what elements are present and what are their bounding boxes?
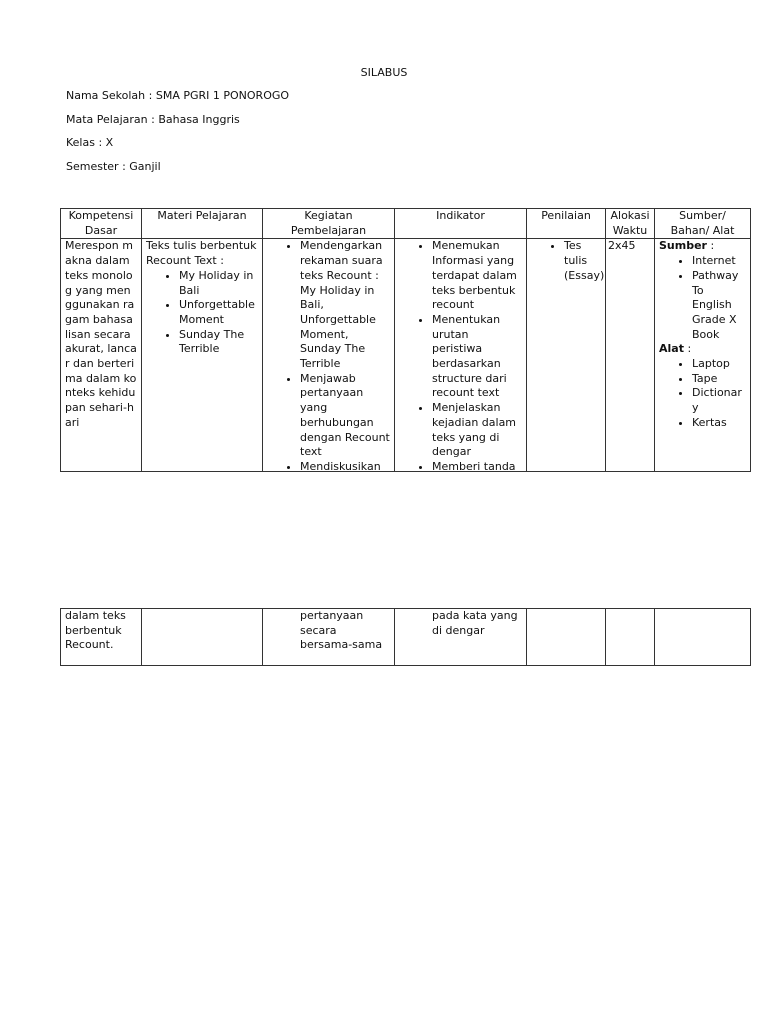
sumber-cell (655, 239, 751, 472)
header-materi: Materi Pelajaran (142, 209, 263, 239)
kegiatan-cell: pertanyaan secara bersama-sama (263, 609, 395, 666)
header-indikator: Indikator (395, 209, 527, 239)
list-item: • Mendengarkan rekaman suara teks Recount : My Holiday in Bali, Unforgettable Moment, Sunday The Terrible (300, 239, 390, 371)
materi-cell (142, 609, 263, 666)
penilaian-cell (527, 239, 606, 472)
list-item: • Tape (692, 372, 746, 387)
sumber-list (659, 254, 746, 342)
syllabus-table (60, 208, 751, 472)
alat-label: Alat (659, 342, 684, 356)
sumber-label: Sumber (659, 239, 707, 253)
list-item: • Menemukan Informasi yang terdapat dalam teks berbentuk recount (432, 239, 522, 313)
penilaian-list (531, 239, 605, 283)
list-item: • My Holiday in Bali (179, 269, 258, 298)
school-name: Nama Sekolah : SMA PGRI 1 PONOROGO (66, 89, 290, 102)
kegiatan-cell (263, 239, 395, 472)
list-item: • Laptop (692, 357, 746, 372)
document-title: SILABUS (360, 66, 408, 79)
sumber-separator: : (706, 239, 715, 253)
syllabus-table-continued (60, 608, 751, 666)
list-item: • Menjelaskan kejadian dalam teks yang di dengar (432, 401, 522, 460)
materi-list (146, 269, 258, 357)
kompetensi-cell (61, 239, 142, 472)
class-label: Kelas : X (66, 136, 114, 149)
list-item: • Kertas (692, 416, 746, 431)
list-item: • Unforgettable Moment (179, 298, 258, 327)
alat-separator: : (683, 342, 692, 356)
list-item: • Memberi tanda (432, 460, 522, 471)
list-item: • Dictionary (692, 386, 746, 415)
materi-intro: Teks tulis berbentuk Recount Text : (146, 239, 257, 268)
sumber-cell (655, 609, 751, 666)
header-kompetensi: Kompetensi Dasar (61, 209, 142, 239)
alat-list (659, 357, 746, 431)
list-item: • Sunday The Terrible (179, 328, 258, 357)
kegiatan-list (267, 239, 390, 471)
indikator-list (399, 239, 522, 471)
penilaian-cell (527, 609, 606, 666)
alokasi-cell (606, 609, 655, 666)
list-item: • Pathway To English Grade X Book (692, 269, 746, 343)
list-item: • Menentukan urutan peristiwa berdasarkan structure dari recount text (432, 313, 522, 401)
table-row (61, 609, 751, 666)
kompetensi-cell: dalam teks berbentuk Recount. (61, 609, 142, 666)
kompetensi-text: Merespon makna dalam teks monolog yang menggunakan ragam bahasa lisan secara akurat, lancar dan berterima dalam konteks kehidupan sehari-hari (65, 239, 137, 429)
list-item: • Tes tulis (Essay) (564, 239, 601, 283)
subject-name: Mata Pelajaran : Bahasa Inggris (66, 113, 240, 126)
indikator-cell (395, 239, 527, 472)
header-sumber: Sumber/ Bahan/ Alat (655, 209, 751, 239)
header-alokasi: Alokasi Waktu (606, 209, 655, 239)
alokasi-cell: 2x45 (606, 239, 655, 472)
header-penilaian: Penilaian (527, 209, 606, 239)
header-kegiatan: Kegiatan Pembelajaran (263, 209, 395, 239)
list-item: • Mendiskusikan (300, 460, 390, 471)
list-item: • Menjawab pertanyaan yang berhubungan dengan Recount text (300, 372, 390, 460)
materi-cell (142, 239, 263, 472)
table-header-row (61, 209, 751, 239)
indikator-cell: pada kata yang di dengar (395, 609, 527, 666)
list-item: • Internet (692, 254, 746, 269)
table-row (61, 239, 751, 472)
semester-label: Semester : Ganjil (66, 160, 161, 173)
